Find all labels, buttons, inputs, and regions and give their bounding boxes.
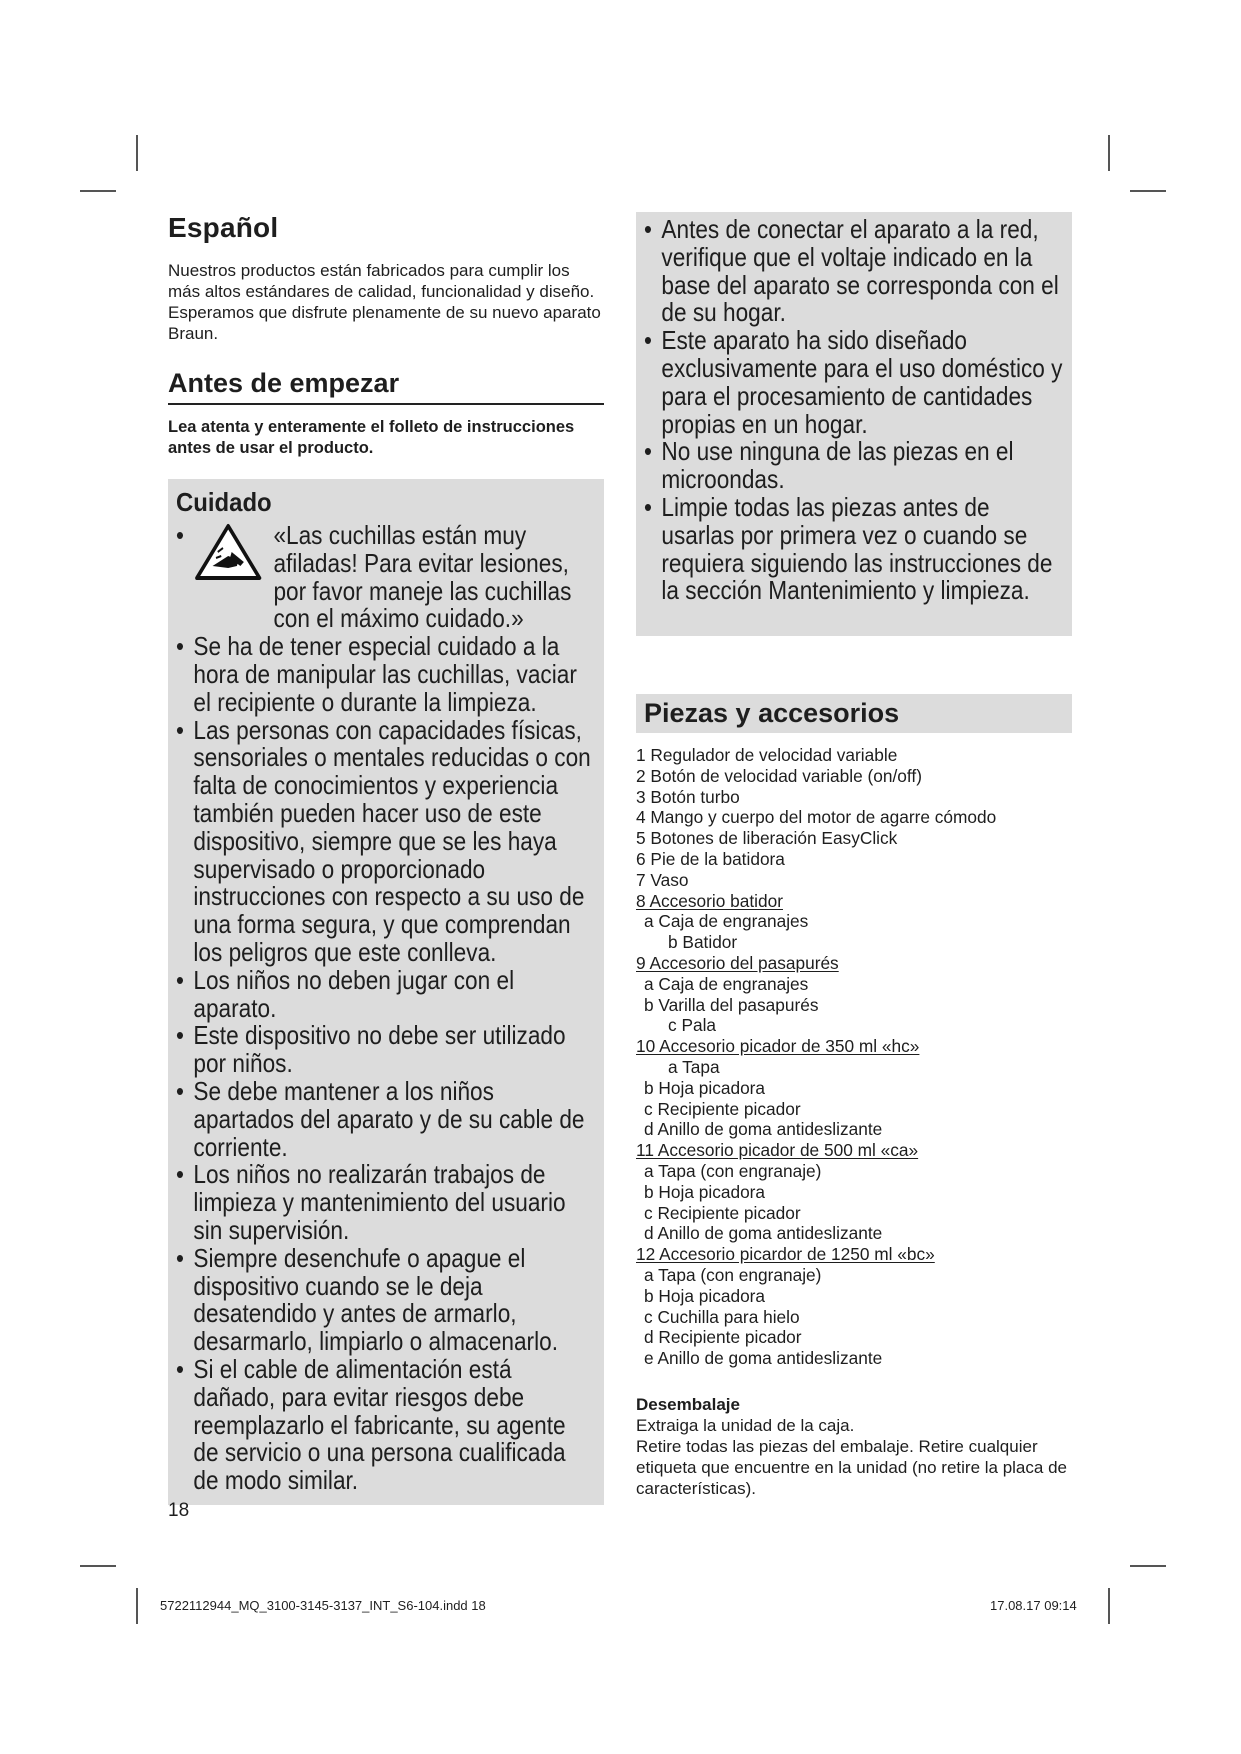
parts-subitem: c Pala bbox=[668, 1015, 717, 1036]
crop-mark bbox=[1130, 190, 1166, 192]
parts-subitem: a Tapa (con engranaje) bbox=[644, 1264, 822, 1285]
caution-title: Cuidado bbox=[176, 487, 272, 517]
parts-item-heading: 10 Accesorio picador de 350 ml «hc» bbox=[636, 1036, 920, 1057]
intro-paragraph: Nuestros productos están fabricados para cumplir los más altos estándares de calidad, funcionalidad y diseño. Esperamos que disfrute plenamente de su nuevo aparato Braun. bbox=[168, 261, 601, 343]
caution-item: • Los niños no deben jugar con el aparato. bbox=[176, 967, 596, 1023]
page-number: 18 bbox=[168, 1500, 190, 1521]
crop-mark bbox=[80, 190, 116, 192]
parts-item-heading: 11 Accesorio picador de 500 ml «ca» bbox=[636, 1140, 919, 1161]
parts-title: Piezas y accesorios bbox=[644, 698, 900, 728]
bullet: • bbox=[176, 520, 184, 550]
crop-mark bbox=[136, 1588, 138, 1624]
language-title: Español bbox=[168, 212, 279, 243]
footer-file-info: 5722112944_MQ_3100-3145-3137_INT_S6-104.indd 18 bbox=[160, 1598, 486, 1613]
parts-item-heading: 12 Accesorio picardor de 1250 ml «bc» bbox=[636, 1244, 935, 1265]
sharp-blade-warning-icon bbox=[193, 522, 263, 582]
blade-warning-text: «Las cuchillas están muy afiladas! Para evitar lesiones, por favor maneje las cuchillas con el máximo cuidado.» bbox=[273, 520, 572, 634]
unpacking-text: Retire todas las piezas del embalaje. Retire cualquier etiqueta que encuentre en la unidad (no retire la placa de características). bbox=[636, 1436, 1067, 1498]
unpacking-title: Desembalaje bbox=[636, 1394, 740, 1414]
caution-item: • Siempre desenchufe o apague el dispositivo cuando se le deja desatendido y antes de armarlo, desarmarlo, limpiarlo o almacenarlo. bbox=[176, 1245, 596, 1356]
parts-subitem: e Anillo de goma antideslizante bbox=[644, 1348, 883, 1369]
parts-subitem: a Caja de engranajes bbox=[644, 973, 809, 994]
left-column bbox=[168, 212, 604, 1505]
parts-item: 5 Botones de liberación EasyClick bbox=[636, 828, 898, 849]
parts-header bbox=[636, 694, 1072, 733]
right-column bbox=[636, 214, 1072, 1499]
blade-warning bbox=[176, 522, 596, 633]
parts-subitem: d Recipiente picador bbox=[644, 1327, 802, 1348]
warning-item: • Limpie todas las piezas antes de usarlas por primera vez o cuando se requiera siguiendo las instrucciones de la sección Mantenimiento y limpieza. bbox=[644, 494, 1064, 605]
parts-item: 4 Mango y cuerpo del motor de agarre cómodo bbox=[636, 807, 997, 828]
parts-subitem: a Tapa (con engranaje) bbox=[644, 1160, 822, 1181]
warning-item: • Antes de conectar el aparato a la red, verifique que el voltaje indicado en la base del aparato se corresponda con el de su hogar. bbox=[644, 216, 1064, 327]
before-lead: Lea atenta y enteramente el folleto de instrucciones antes de usar el producto. bbox=[168, 418, 575, 457]
parts-item: 2 Botón de velocidad variable (on/off) bbox=[636, 765, 922, 786]
caution-item: • Se debe mantener a los niños apartados del aparato y de su cable de corriente. bbox=[176, 1078, 596, 1161]
parts-subitem: c Recipiente picador bbox=[644, 1202, 801, 1223]
warnings-list bbox=[644, 216, 1064, 605]
crop-mark bbox=[136, 135, 138, 171]
parts-subitem: c Recipiente picador bbox=[644, 1098, 801, 1119]
footer-timestamp: 17.08.17 09:14 bbox=[990, 1598, 1077, 1613]
parts-subitem: b Batidor bbox=[668, 932, 738, 953]
crop-mark bbox=[1108, 135, 1110, 171]
caution-item: • Los niños no realizarán trabajos de limpieza y mantenimiento del usuario sin supervisión. bbox=[176, 1161, 596, 1244]
caution-item: • Se ha de tener especial cuidado a la hora de manipular las cuchillas, vaciar el recipiente o durante la limpieza. bbox=[176, 633, 596, 716]
section-title-before: Antes de empezar bbox=[168, 368, 604, 405]
parts-list bbox=[636, 745, 1072, 1369]
parts-item: 6 Pie de la batidora bbox=[636, 848, 785, 869]
crop-mark bbox=[1108, 1588, 1110, 1624]
parts-subitem: a Caja de engranajes bbox=[644, 911, 809, 932]
parts-item-heading: 8 Accesorio batidor bbox=[636, 890, 783, 911]
warnings-box bbox=[636, 212, 1072, 636]
parts-subitem: a Tapa bbox=[668, 1056, 720, 1077]
unpacking-text: Extraiga la unidad de la caja. bbox=[636, 1415, 855, 1435]
warning-item: • Este aparato ha sido diseñado exclusivamente para el uso doméstico y para el procesamiento de cantidades propias en un hogar. bbox=[644, 327, 1064, 438]
caution-item: • Si el cable de alimentación está dañado, para evitar riesgos debe reemplazarlo el fabricante, su agente de servicio o una persona cualificada de modo similar. bbox=[176, 1356, 596, 1495]
parts-subitem: d Anillo de goma antideslizante bbox=[644, 1119, 883, 1140]
parts-subitem: b Varilla del pasapurés bbox=[644, 994, 819, 1015]
warning-item: • No use ninguna de las piezas en el microondas. bbox=[644, 438, 1064, 494]
crop-mark bbox=[80, 1565, 116, 1567]
parts-item: 3 Botón turbo bbox=[636, 786, 740, 807]
parts-subitem: b Hoja picadora bbox=[644, 1181, 766, 1202]
parts-subitem: b Hoja picadora bbox=[644, 1285, 766, 1306]
crop-mark bbox=[1130, 1565, 1166, 1567]
caution-content bbox=[176, 522, 596, 1495]
parts-subitem: b Hoja picadora bbox=[644, 1077, 766, 1098]
caution-item: • Las personas con capacidades físicas, sensoriales o mentales reducidas o con falta de conocimientos y experiencia también pueden hacer uso de este dispositivo, siempre que se les haya supervisado o proporcionado instrucciones con respecto a su uso de una forma segura, y que comprendan los peligros que este conlleva. bbox=[176, 717, 596, 967]
parts-subitem: c Cuchilla para hielo bbox=[644, 1306, 800, 1327]
caution-list bbox=[176, 633, 596, 1495]
warnings-content bbox=[644, 216, 1064, 605]
parts-item: 7 Vaso bbox=[636, 869, 689, 890]
parts-subitem: d Anillo de goma antideslizante bbox=[644, 1223, 883, 1244]
parts-item-heading: 9 Accesorio del pasapurés bbox=[636, 952, 839, 973]
caution-box bbox=[168, 479, 604, 1505]
parts-item: 1 Regulador de velocidad variable bbox=[636, 745, 898, 765]
caution-item: • Este dispositivo no debe ser utilizado por niños. bbox=[176, 1022, 596, 1078]
